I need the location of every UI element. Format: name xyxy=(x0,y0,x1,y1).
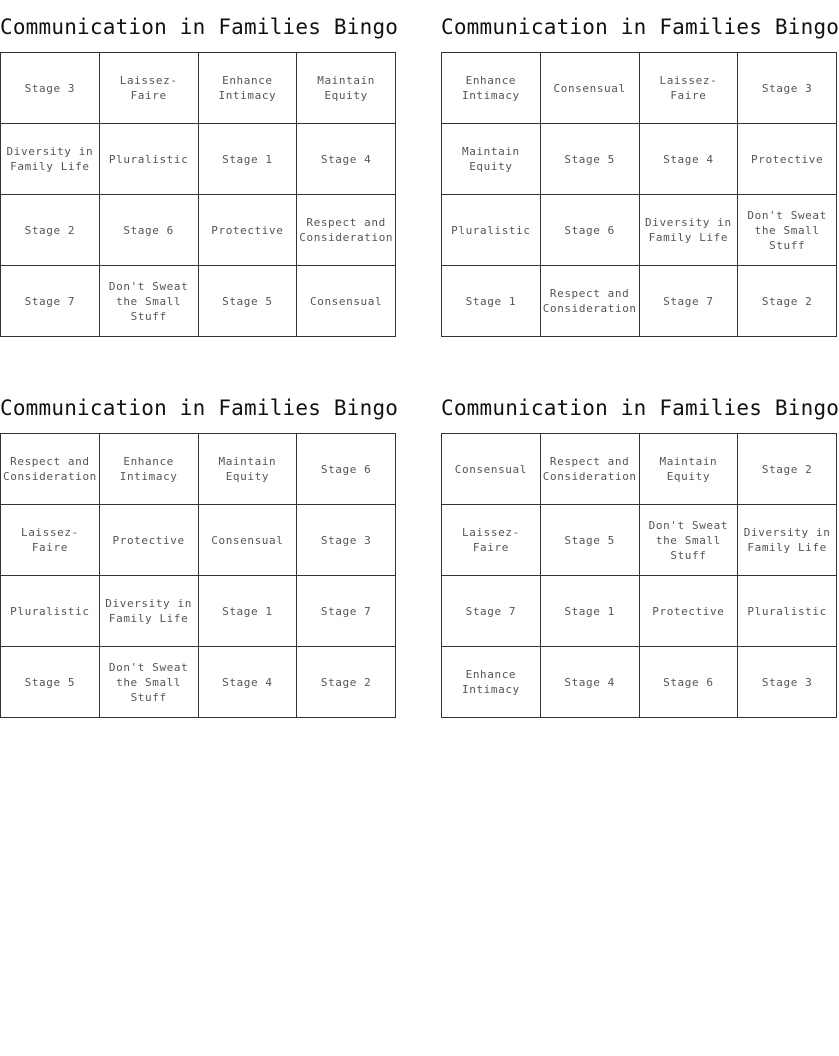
grid-cell: Stage 2 xyxy=(297,647,396,718)
grid-cell: Laissez-Faire xyxy=(99,53,198,124)
bingo-grid xyxy=(0,52,396,337)
grid-cell: Stage 4 xyxy=(639,124,738,195)
grid-cell: Stage 4 xyxy=(297,124,396,195)
grid-row xyxy=(1,124,396,195)
grid-cell: Pluralistic xyxy=(738,576,837,647)
grid-cell: Enhance Intimacy xyxy=(198,53,297,124)
bingo-grid xyxy=(441,52,837,337)
grid-cell: Stage 5 xyxy=(540,505,639,576)
grid-cell: Stage 6 xyxy=(99,195,198,266)
grid-cell: Protective xyxy=(99,505,198,576)
bingo-card-3 xyxy=(0,393,399,704)
grid-cell: Stage 6 xyxy=(639,647,738,718)
grid-cell: Respect and Consideration xyxy=(540,434,639,505)
grid-cell: Stage 2 xyxy=(1,195,100,266)
grid-cell: Enhance Intimacy xyxy=(99,434,198,505)
grid-row xyxy=(442,266,837,337)
grid-row xyxy=(1,266,396,337)
grid-cell: Pluralistic xyxy=(442,195,541,266)
grid-row xyxy=(442,195,837,266)
grid-cell: Consensual xyxy=(442,434,541,505)
grid-cell: Maintain Equity xyxy=(198,434,297,505)
grid-row xyxy=(442,434,837,505)
grid-cell: Stage 7 xyxy=(1,266,100,337)
grid-row xyxy=(1,647,396,718)
bingo-card-4 xyxy=(441,393,839,696)
grid-cell: Stage 4 xyxy=(198,647,297,718)
grid-cell: Laissez-Faire xyxy=(442,505,541,576)
grid-cell: Laissez-Faire xyxy=(1,505,100,576)
grid-cell: Protective xyxy=(198,195,297,266)
grid-cell: Stage 4 xyxy=(540,647,639,718)
bingo-grid xyxy=(0,433,396,718)
grid-cell: Respect and Consideration xyxy=(540,266,639,337)
grid-cell: Stage 6 xyxy=(540,195,639,266)
grid-cell: Stage 6 xyxy=(297,434,396,505)
grid-row xyxy=(442,505,837,576)
grid-cell: Stage 5 xyxy=(198,266,297,337)
grid-cell: Pluralistic xyxy=(1,576,100,647)
grid-cell: Stage 5 xyxy=(540,124,639,195)
grid-cell: Consensual xyxy=(198,505,297,576)
grid-cell: Maintain Equity xyxy=(297,53,396,124)
grid-cell: Diversity in Family Life xyxy=(1,124,100,195)
grid-cell: Stage 2 xyxy=(738,434,837,505)
grid-cell: Enhance Intimacy xyxy=(442,53,541,124)
grid-cell: Diversity in Family Life xyxy=(99,576,198,647)
grid-cell: Consensual xyxy=(297,266,396,337)
grid-cell: Stage 5 xyxy=(1,647,100,718)
grid-cell: Diversity in Family Life xyxy=(738,505,837,576)
grid-cell: Don't Sweat the Small Stuff xyxy=(639,505,738,576)
grid-cell: Stage 3 xyxy=(738,647,837,718)
grid-row xyxy=(442,124,837,195)
bingo-grid xyxy=(441,433,837,718)
grid-row xyxy=(442,53,837,124)
grid-cell: Stage 3 xyxy=(1,53,100,124)
grid-row xyxy=(1,576,396,647)
card-title: Communication in Families Bingo xyxy=(0,396,399,420)
grid-row xyxy=(1,53,396,124)
grid-cell: Respect and Consideration xyxy=(297,195,396,266)
grid-cell: Stage 1 xyxy=(540,576,639,647)
grid-cell: Enhance Intimacy xyxy=(442,647,541,718)
grid-cell: Stage 7 xyxy=(639,266,738,337)
grid-cell: Maintain Equity xyxy=(442,124,541,195)
grid-cell: Stage 1 xyxy=(198,576,297,647)
grid-row xyxy=(1,434,396,505)
bingo-card-2 xyxy=(441,12,839,315)
grid-row xyxy=(442,576,837,647)
grid-cell: Stage 7 xyxy=(442,576,541,647)
grid-cell: Stage 1 xyxy=(198,124,297,195)
card-title: Communication in Families Bingo xyxy=(0,15,399,39)
grid-cell: Stage 3 xyxy=(297,505,396,576)
grid-cell: Stage 2 xyxy=(738,266,837,337)
bingo-card-1 xyxy=(0,12,399,323)
grid-row xyxy=(442,647,837,718)
grid-cell: Stage 1 xyxy=(442,266,541,337)
grid-cell: Diversity in Family Life xyxy=(639,195,738,266)
grid-cell: Protective xyxy=(639,576,738,647)
grid-cell: Stage 7 xyxy=(297,576,396,647)
grid-cell: Protective xyxy=(738,124,837,195)
grid-cell: Pluralistic xyxy=(99,124,198,195)
grid-cell: Don't Sweat the Small Stuff xyxy=(738,195,837,266)
grid-cell: Don't Sweat the Small Stuff xyxy=(99,647,198,718)
grid-cell: Don't Sweat the Small Stuff xyxy=(99,266,198,337)
grid-cell: Maintain Equity xyxy=(639,434,738,505)
grid-row xyxy=(1,195,396,266)
grid-cell: Stage 3 xyxy=(738,53,837,124)
card-title: Communication in Families Bingo xyxy=(441,15,839,39)
card-title: Communication in Families Bingo xyxy=(441,396,839,420)
grid-cell: Respect and Consideration xyxy=(1,434,100,505)
grid-cell: Consensual xyxy=(540,53,639,124)
grid-cell: Laissez-Faire xyxy=(639,53,738,124)
grid-row xyxy=(1,505,396,576)
